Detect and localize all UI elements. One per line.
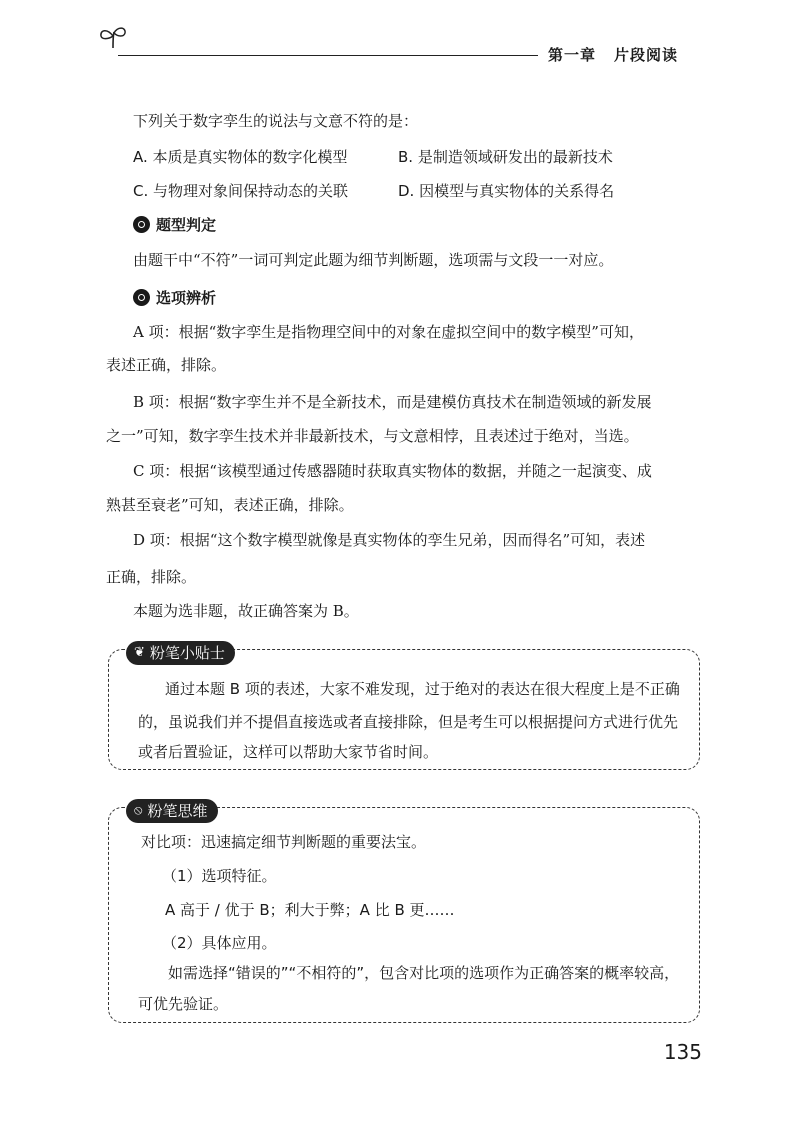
answer-line: 本题为选非题，故正确答案为 B。 <box>133 602 359 620</box>
header-title <box>548 44 678 65</box>
option-d: D. 因模型与真实物体的关系得名 <box>398 182 615 200</box>
section-heading-analysis: 选项辨析 <box>133 287 216 308</box>
sprout-icon: ❦ <box>134 645 145 660</box>
option-b: B. 是制造领域研发出的最新技术 <box>398 148 613 166</box>
pencil-icon: ⦸ <box>134 803 143 818</box>
question-stem: 下列关于数字孪生的说法与文意不符的是： <box>133 112 419 130</box>
option-a: A. 本质是真实物体的数字化模型 <box>133 148 348 166</box>
sprout-icon <box>98 24 128 50</box>
section-label: 片段阅读 <box>614 46 679 64</box>
analysis-line: D 项：根据“这个数字模型就像是真实物体的孪生兄弟，因而得名”可知，表述 <box>133 531 646 549</box>
section1-body: 由题干中“不符”一词可判定此题为细节判断题，选项需与文段一一对应。 <box>133 251 614 269</box>
analysis-line: 正确，排除。 <box>106 568 197 586</box>
thinking-line: 可优先验证。 <box>138 995 229 1013</box>
option-c: C. 与物理对象间保持动态的关联 <box>133 182 349 200</box>
thinking-line: A 高于 / 优于 B；利大于弊；A 比 B 更…… <box>165 901 455 919</box>
thinking-line: （2）具体应用。 <box>162 934 277 952</box>
thinking-badge: ⦸ 粉笔思维 <box>126 799 218 823</box>
section-bullet-icon <box>133 216 150 233</box>
tip-line: 的，虽说我们并不提倡直接选或者直接排除，但是考生可以根据提问方式进行优先 <box>138 713 679 731</box>
analysis-line: B 项：根据“数字孪生并不是全新技术，而是建模仿真技术在制造领域的新发展 <box>133 393 652 411</box>
section-heading-type: 题型判定 <box>133 214 216 235</box>
analysis-line: 表述正确，排除。 <box>106 356 227 374</box>
header-rule <box>118 55 538 56</box>
page-number: 135 <box>663 1040 702 1064</box>
analysis-line: 熟甚至衰老”可知，表述正确，排除。 <box>106 496 354 514</box>
thinking-line: 如需选择“错误的”“不相符的”，包含对比项的选项作为正确答案的概率较高， <box>168 964 680 982</box>
analysis-line: 之一”可知，数字孪生技术并非最新技术，与文意相悖，且表述过于绝对，当选。 <box>106 427 639 445</box>
analysis-line: A 项：根据“数字孪生是指物理空间中的对象在虚拟空间中的数字模型”可知， <box>133 323 644 341</box>
tip-line: 或者后置验证，这样可以帮助大家节省时间。 <box>138 743 439 761</box>
tip-badge: ❦ 粉笔小贴士 <box>126 641 235 665</box>
section-bullet-icon <box>133 289 150 306</box>
thinking-line: 对比项：迅速搞定细节判断题的重要法宝。 <box>141 833 427 851</box>
analysis-line: C 项：根据“该模型通过传感器随时获取真实物体的数据，并随之一起演变、成 <box>133 462 652 480</box>
thinking-line: （1）选项特征。 <box>162 867 277 885</box>
tip-line: 通过本题 B 项的表述，大家不难发现，过于绝对的表达在很大程度上是不正确 <box>165 680 680 698</box>
chapter-label: 第一章 <box>548 46 597 64</box>
